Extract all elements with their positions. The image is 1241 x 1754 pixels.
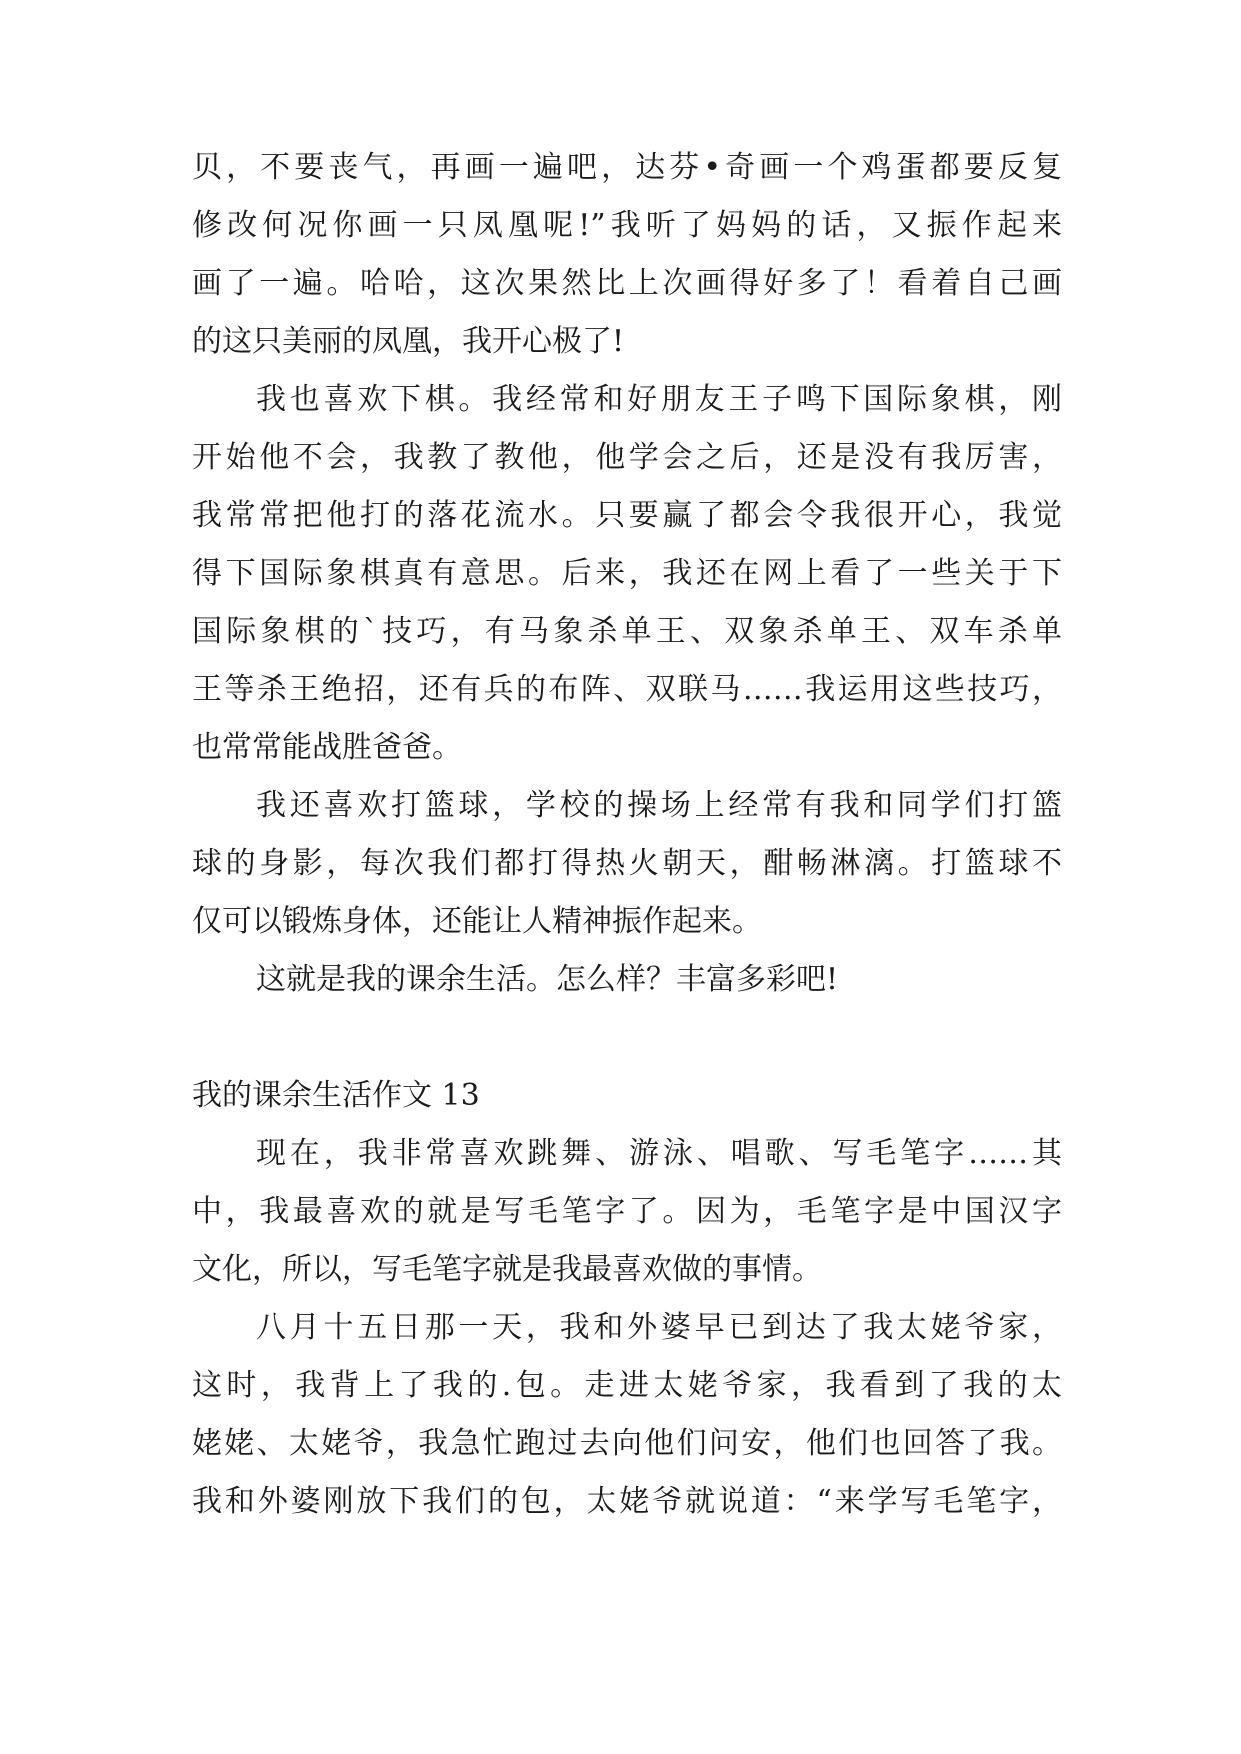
text-line: 我也喜欢下棋。我经常和好朋友王子鸣下国际象棋，刚 (256, 382, 1062, 417)
text-line: 我还喜欢打篮球，学校的操场上经常有我和同学们打篮 (256, 788, 1062, 823)
text-line: 现在，我非常喜欢跳舞、游泳、唱歌、写毛笔字……其 (256, 1136, 1062, 1171)
text-line: 画了一遍。哈哈，这次果然比上次画得好多了！看着自己画 (192, 266, 1062, 301)
text-line: 八月十五日那一天，我和外婆早已到达了我太姥爷家， (256, 1310, 1062, 1345)
text-line: 仅可以锻炼身体，还能让人精神振作起来。 (192, 904, 762, 939)
text-line: 中，我最喜欢的就是写毛笔字了。因为，毛笔字是中国汉字 (192, 1194, 1062, 1229)
section-title: 我的课余生活作文 13 (192, 1078, 480, 1113)
text-line: 文化，所以，写毛笔字就是我最喜欢做的事情。 (192, 1252, 822, 1287)
text-line: 的这只美丽的凤凰，我开心极了! (192, 324, 625, 359)
text-line: 姥姥、太姥爷，我急忙跑过去向他们问安，他们也回答了我。 (192, 1426, 1062, 1461)
text-line: 国际象棋的`技巧，有马象杀单王、双象杀单王、双车杀单 (192, 614, 1062, 649)
text-line: 这就是我的课余生活。怎么样？丰富多彩吧! (256, 962, 839, 997)
text-line: 我和外婆刚放下我们的包，太姥爷就说道：“来学写毛笔字， (192, 1484, 1062, 1519)
text-line: 开始他不会，我教了教他，他学会之后，还是没有我厉害， (192, 440, 1062, 475)
text-line: 王等杀王绝招，还有兵的布阵、双联马……我运用这些技巧， (192, 672, 1062, 707)
text-line: 球的身影，每次我们都打得热火朝天，酣畅淋漓。打篮球不 (192, 846, 1062, 881)
text-line: 我常常把他打的落花流水。只要赢了都会令我很开心，我觉 (192, 498, 1062, 533)
text-line: 得下国际象棋真有意思。后来，我还在网上看了一些关于下 (192, 556, 1062, 591)
text-line: 这时，我背上了我的.包。走进太姥爷家，我看到了我的太 (192, 1368, 1062, 1403)
text-line: 贝，不要丧气，再画一遍吧，达芬•奇画一个鸡蛋都要反复 (192, 150, 1062, 185)
text-line: 也常常能战胜爸爸。 (192, 730, 462, 765)
text-line: 修改何况你画一只凤凰呢!”我听了妈妈的话，又振作起来 (192, 208, 1062, 243)
